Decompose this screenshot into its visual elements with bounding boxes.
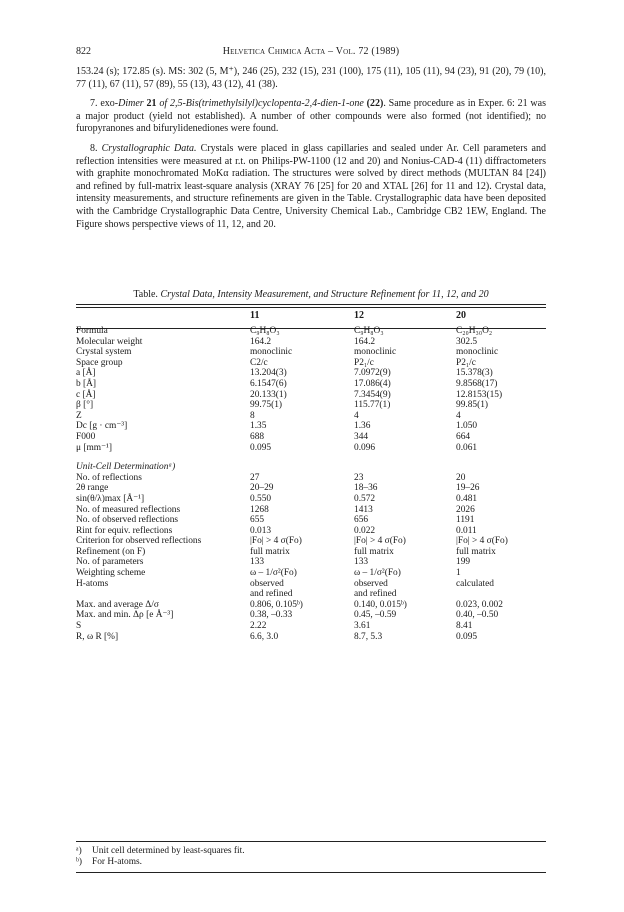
table-cell: 0.38, –0.33	[250, 610, 293, 621]
table-row	[76, 568, 546, 579]
table-cell: F000	[76, 431, 96, 442]
table-cell: 1.050	[456, 421, 478, 432]
exper-8-title: Crystallographic Data.	[101, 142, 197, 154]
table-cell: observed	[354, 578, 388, 589]
table-cell: 2.22	[250, 621, 267, 632]
table-row	[76, 610, 546, 621]
table-cell: full matrix	[354, 546, 394, 557]
footnote-mark: ᵃ)	[76, 846, 82, 856]
exper-8-text: Crystals were placed in glass capillaries and sealed under Ar. Cell parameters and reflection intensities were measured at r.t. on Philips-PW-1100 (12 and 20) and Nonius-CAD-4 (11) diffractometers with graphite monochromated MoKα radiation. The structures were solved by direct methods (MULTAN 84 [24]) and refined by full-matrix least-square analysis (XRAY 76 [25] for 20 and XTAL [26] for 11 and 12). Crystal data, intensity measurements, and structure refinements are given in the Table. Crystallographic data have been deposited with the Cambridge Crystallographic Data Centre, University Chemical Lab., Cambridge CB2 1EW, England. The Figure shows perspective views of 11, 12, and 20.	[76, 142, 546, 230]
table-cell: 0.806, 0.105ᵇ)	[250, 599, 303, 610]
table-cell: Refinement (on F)	[76, 546, 146, 557]
exper-7-prefix: 7. exo-	[90, 98, 119, 110]
table-cell: 0.022	[354, 525, 376, 536]
table-row	[76, 432, 546, 443]
table-row	[76, 358, 546, 369]
exper-7-compound-22: (22)	[363, 98, 384, 110]
table-row	[76, 400, 546, 411]
page-number: 822	[76, 46, 91, 57]
table-top-rule-double	[76, 307, 546, 308]
table-cell: 9.8568(17)	[456, 378, 498, 389]
table-cell: 8	[250, 410, 255, 421]
table-row	[76, 589, 546, 600]
table-cell: 655	[250, 515, 265, 526]
table-cell: 0.011	[456, 525, 477, 536]
table-cell: 8.7, 5.3	[354, 631, 383, 642]
table-cell: c [Å]	[76, 389, 96, 400]
exper-8-prefix: 8.	[90, 142, 102, 154]
table-row	[76, 473, 546, 484]
table-cell: H-atoms	[76, 578, 109, 589]
table-cell: 27	[250, 472, 260, 483]
table-cell: 1.36	[354, 421, 371, 432]
table-spacer-row	[76, 453, 546, 462]
table-cell: P2₁/c	[354, 357, 374, 368]
table-cell: 1268	[250, 504, 269, 515]
table-row	[76, 390, 546, 401]
table-cell: 0.572	[354, 493, 376, 504]
table-cell: β [°]	[76, 400, 94, 411]
table-cell: 6.1547(6)	[250, 378, 287, 389]
table-cell: 656	[354, 515, 369, 526]
table-cell: 6.6, 3.0	[250, 631, 279, 642]
table-row	[76, 547, 546, 558]
table-row	[76, 347, 546, 358]
footnote-bottom-rule	[76, 872, 546, 873]
table-cell: a [Å]	[76, 368, 96, 379]
table-cell: monoclinic	[250, 347, 293, 358]
table-caption	[76, 289, 546, 300]
table-cell: 17.086(4)	[354, 378, 391, 389]
table-row	[76, 600, 546, 611]
table-cell: 664	[456, 431, 471, 442]
table-column-header: 12	[354, 310, 364, 321]
table-cell: 0.481	[456, 493, 478, 504]
table-cell: 7.0972(9)	[354, 368, 391, 379]
table-cell: C₉H₈O₃	[250, 326, 280, 336]
exper-7-title: of 2,5-Bis(trimethylsilyl)cyclopenta-2,4-dien-1-one	[159, 98, 364, 110]
table-row	[76, 379, 546, 390]
table-cell: Rint for equiv. reflections	[76, 525, 173, 536]
exper-7-compound-21: 21	[143, 98, 160, 110]
table-cell: Space group	[76, 357, 123, 368]
table-cell: 0.140, 0.015ᵇ)	[354, 599, 407, 610]
table-cell: R, ω R [%]	[76, 631, 119, 642]
journal-title: Helvetica Chimica Acta – Vol. 72 (1989)	[222, 46, 400, 57]
footnote-text: For H-atoms.	[92, 857, 142, 867]
table-cell: 99.75(1)	[250, 400, 283, 411]
table-cell: 13.204(3)	[250, 368, 287, 379]
table-cell: Dc [g · cm⁻³]	[76, 421, 128, 432]
table-cell: full matrix	[250, 546, 290, 557]
table-footnotes	[76, 846, 546, 868]
table-cell: 15.378(3)	[456, 368, 493, 379]
table-cell: monoclinic	[354, 347, 397, 358]
table-row	[76, 579, 546, 590]
table-cell: 344	[354, 431, 369, 442]
table-cell: 0.096	[354, 442, 376, 453]
table-cell: ω – 1/σ²(Fo)	[354, 568, 401, 579]
table-cell: Criterion for observed reflections	[76, 536, 202, 547]
table-section-row	[76, 462, 546, 473]
table-cell: P2₁/c	[456, 357, 476, 368]
table-row	[76, 337, 546, 348]
table-cell: Molecular weight	[76, 336, 143, 347]
table-cell: C₉H₈O₃	[354, 326, 384, 336]
table-cell: 20–29	[250, 483, 274, 494]
table-cell: 23	[354, 472, 364, 483]
table-row	[76, 515, 546, 526]
table-top-rule	[76, 304, 546, 305]
table-row	[76, 421, 546, 432]
table-cell: No. of parameters	[76, 557, 144, 568]
table-cell: 8.41	[456, 621, 473, 632]
table-cell	[456, 589, 546, 600]
paragraph-exper-8	[76, 143, 546, 231]
table-cell: 1191	[456, 515, 475, 526]
table-cell: 164.2	[250, 336, 272, 347]
table-cell: |Fo| > 4 σ(Fo)	[354, 536, 406, 547]
table-cell: 99.85(1)	[456, 400, 489, 411]
table-row	[76, 536, 546, 547]
table-cell: S	[76, 621, 82, 632]
table-caption-label: Table.	[133, 289, 158, 300]
table-cell: monoclinic	[456, 347, 499, 358]
table-cell: 0.550	[250, 493, 272, 504]
table-cell: and refined	[250, 589, 293, 600]
table-header-row	[76, 310, 546, 326]
table-row	[76, 411, 546, 422]
table-row	[76, 443, 546, 454]
table-cell: 0.023, 0.002	[456, 599, 503, 610]
table-row	[76, 483, 546, 494]
table-cell: Formula	[76, 326, 108, 336]
table-cell: calculated	[456, 578, 494, 589]
table-cell: 19–26	[456, 483, 480, 494]
table-cell: full matrix	[456, 546, 496, 557]
footnote-mark: ᵇ)	[76, 857, 83, 867]
paragraph-ms-data: 153.24 (s); 172.85 (s). MS: 302 (5, M⁺), 246 (25), 232 (15), 231 (100), 175 (11), 105 (11), 94 (23), 91 (20), 79 (10), 77 (11), 67 (11), 57 (89), 55 (13), 43 (12), 41 (38).	[76, 66, 546, 90]
table-row	[76, 621, 546, 632]
table-cell: 302.5	[456, 336, 478, 347]
table-cell: Max. and average Δ/σ	[76, 599, 159, 610]
table-cell: Max. and min. Δρ [e Å⁻³]	[76, 610, 174, 621]
table-cell: 0.061	[456, 442, 478, 453]
table-row	[76, 326, 546, 337]
table-cell: 7.3454(9)	[354, 389, 391, 400]
table-row	[76, 494, 546, 505]
table-spacer-cell	[76, 453, 546, 462]
table-cell: 12.8153(15)	[456, 389, 503, 400]
table-cell: 164.2	[354, 336, 376, 347]
table-cell: 0.013	[250, 525, 272, 536]
running-header	[76, 46, 546, 60]
table-cell: C2/c	[250, 357, 268, 368]
table-column-header: 20	[456, 310, 466, 321]
footnote-text: Unit cell determined by least-squares fit.	[92, 846, 245, 856]
table-row	[76, 505, 546, 516]
table-cell: 0.095	[250, 442, 272, 453]
table-row	[76, 632, 546, 643]
table-cell: Z	[76, 410, 82, 421]
footnote	[76, 846, 546, 857]
table-cell: No. of reflections	[76, 472, 142, 483]
table-cell: ω – 1/σ²(Fo)	[250, 568, 297, 579]
table-cell: 1.35	[250, 421, 267, 432]
table-cell: 0.40, –0.50	[456, 610, 499, 621]
table-cell: 20.133(1)	[250, 389, 287, 400]
table-cell: 3.61	[354, 621, 371, 632]
table-cell: 133	[354, 557, 369, 568]
paragraph-exper-7	[76, 98, 546, 136]
table-cell: C₂₀H₃₀O₂	[456, 326, 493, 336]
table-cell: 1	[456, 568, 461, 579]
table-cell: sin(θ/λ)max [Å⁻¹]	[76, 493, 145, 504]
table-section-title: Unit-Cell Determinationᵃ)	[76, 462, 176, 473]
table-cell: 2026	[456, 504, 475, 515]
table-cell: b [Å]	[76, 378, 97, 389]
table-cell: 0.45, –0.59	[354, 610, 397, 621]
table-row	[76, 557, 546, 568]
table-cell: μ [mm⁻¹]	[76, 442, 112, 453]
table-cell: No. of measured reflections	[76, 504, 181, 515]
table-row	[76, 368, 546, 379]
table-row	[76, 526, 546, 537]
table-cell: 4	[354, 410, 359, 421]
table-cell: 2θ range	[76, 483, 109, 494]
table-cell: observed	[250, 578, 284, 589]
table-header-blank	[76, 310, 250, 326]
table-cell: Crystal system	[76, 347, 132, 358]
table-cell	[76, 589, 250, 600]
table-bottom-rule	[76, 841, 546, 842]
table-cell: No. of observed reflections	[76, 515, 179, 526]
table-cell: 1413	[354, 504, 373, 515]
table-cell: and refined	[354, 589, 397, 600]
table-cell: 688	[250, 431, 265, 442]
table-cell: |Fo| > 4 σ(Fo)	[456, 536, 508, 547]
table-cell: Weighting scheme	[76, 568, 146, 579]
table-caption-text: Crystal Data, Intensity Measurement, and Structure Refinement for 11, 12, and 20	[160, 289, 489, 300]
exper-7-text: . Same procedure as in Exper. 6: 21 was a major product (yield not established). A number of other compounds were also formed (not identified); no furopyranones and bifurylidenediones were found.	[76, 98, 546, 135]
table-cell: |Fo| > 4 σ(Fo)	[250, 536, 302, 547]
table-cell: 18–36	[354, 483, 378, 494]
crystal-data-table	[76, 310, 546, 642]
table-cell: 115.77(1)	[354, 400, 391, 411]
exper-7-dimer: Dimer	[118, 98, 144, 110]
table-cell: 0.095	[456, 631, 478, 642]
footnote	[76, 857, 546, 868]
table-cell: 20	[456, 472, 466, 483]
body-text	[76, 66, 546, 238]
table-cell: 4	[456, 410, 461, 421]
table-cell: 199	[456, 557, 471, 568]
table-column-header: 11	[250, 310, 260, 321]
table-cell: 133	[250, 557, 265, 568]
